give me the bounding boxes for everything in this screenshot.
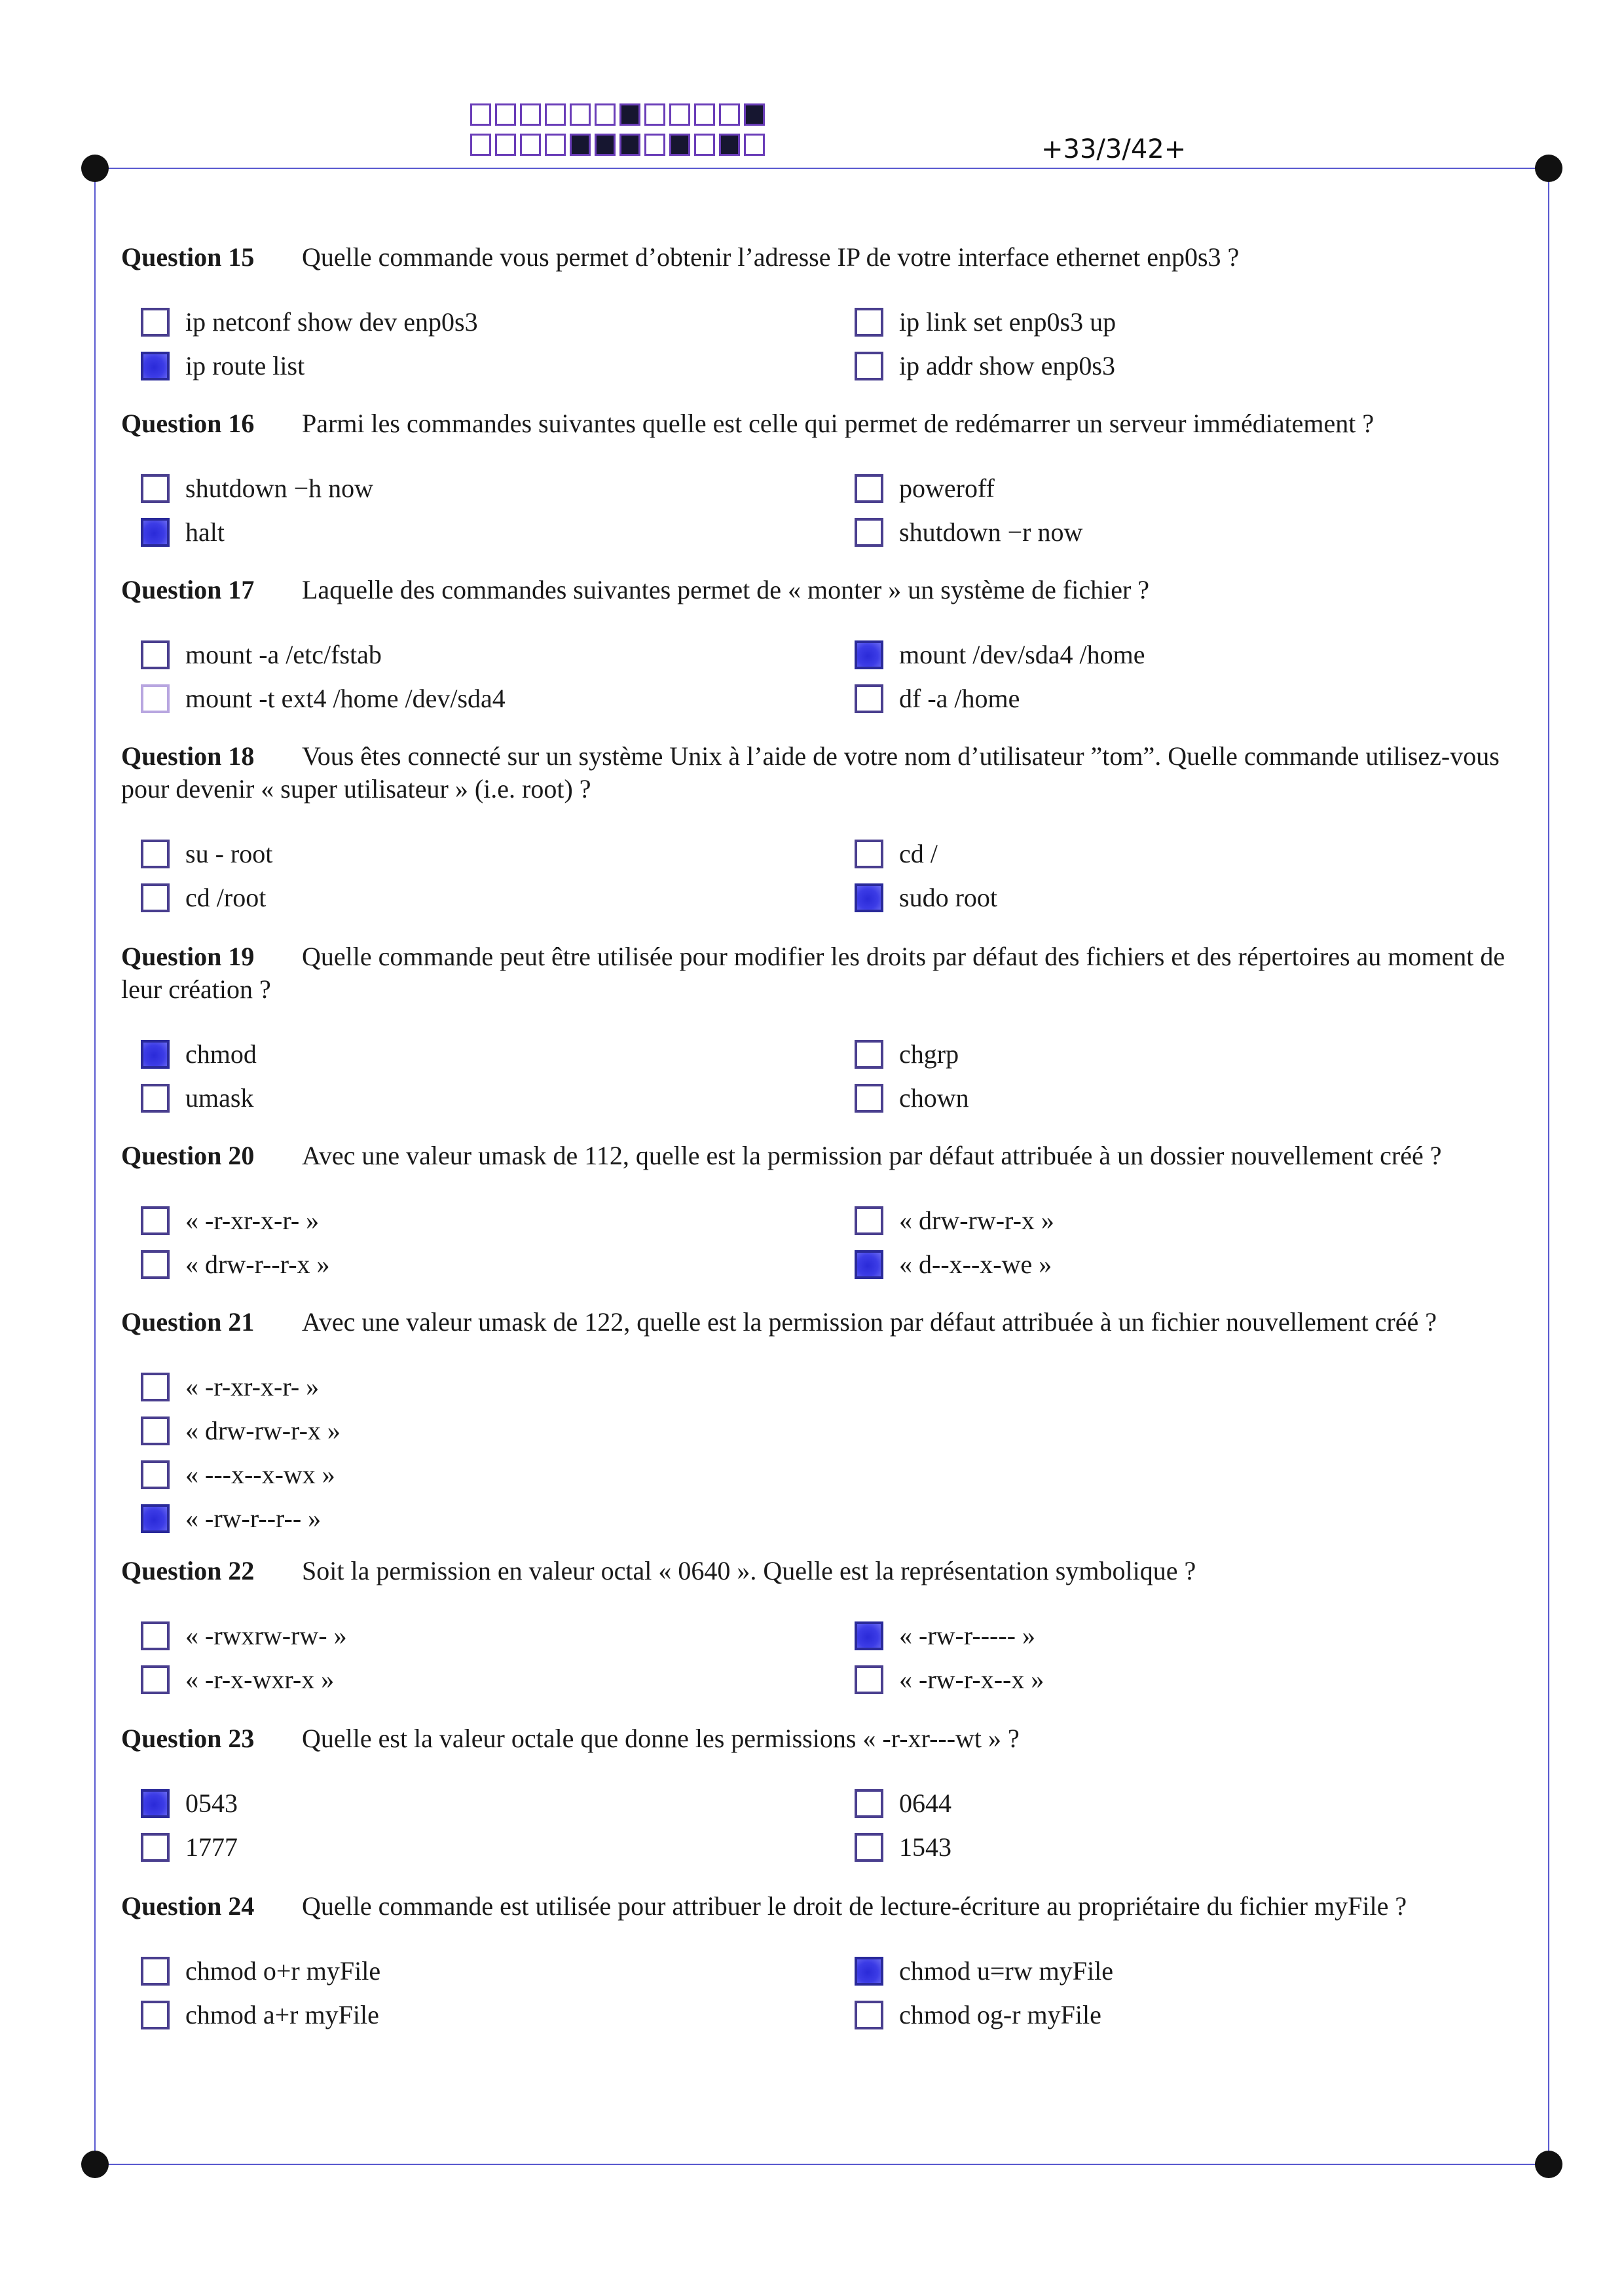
answer-label: « -rwxrw-rw- »: [185, 1621, 347, 1650]
answer-option[interactable]: [855, 1999, 1101, 2030]
answer-option[interactable]: [855, 1620, 1035, 1651]
answer-label: « drw-rw-r-x »: [899, 1206, 1054, 1235]
question-text: Laquelle des commandes suivantes permet de « monter » un système de fichier ?: [302, 575, 1150, 604]
answer-option[interactable]: [141, 1999, 379, 2030]
answer-label: « -rw-r-x--x »: [899, 1665, 1044, 1694]
checkbox[interactable]: [141, 840, 170, 868]
answer-label: chown: [899, 1083, 969, 1113]
checkbox[interactable]: [141, 1833, 170, 1862]
answer-label: ip addr show enp0s3: [899, 351, 1115, 380]
barcode-square: [570, 103, 591, 126]
answer-option[interactable]: [141, 1459, 335, 1490]
corner-marker-top-left: [81, 155, 109, 182]
barcode-square: [595, 134, 616, 156]
answer-option[interactable]: [141, 639, 382, 670]
checkbox[interactable]: [855, 352, 883, 380]
answer-option[interactable]: [855, 350, 1115, 381]
checkbox[interactable]: [141, 1250, 170, 1279]
answer-option[interactable]: [141, 1832, 238, 1862]
question-22: [121, 1555, 1522, 1587]
answer-label: 0644: [899, 1788, 951, 1818]
answer-label: poweroff: [899, 473, 995, 503]
answer-option[interactable]: [855, 882, 997, 913]
answer-label: cd /: [899, 839, 938, 868]
answer-label: « d--x--x-we »: [899, 1250, 1052, 1279]
answer-option[interactable]: [141, 1039, 257, 1069]
question-number: Question 16: [121, 409, 255, 438]
question-16: [121, 407, 1522, 440]
checkbox[interactable]: [141, 1665, 170, 1694]
answer-option[interactable]: [141, 1249, 330, 1280]
checkbox[interactable]: [855, 474, 883, 503]
answer-option[interactable]: [855, 1832, 951, 1862]
barcode-square: [595, 103, 616, 126]
question-number: Question 23: [121, 1724, 255, 1753]
answer-label: « drw-rw-r-x »: [185, 1416, 341, 1445]
checkbox[interactable]: [855, 1206, 883, 1235]
answer-label: ip netconf show dev enp0s3: [185, 307, 478, 337]
answer-option[interactable]: [855, 517, 1082, 547]
answer-option[interactable]: [855, 639, 1145, 670]
barcode-square: [644, 103, 665, 126]
question-number: Question 22: [121, 1556, 255, 1585]
answer-option[interactable]: [141, 882, 266, 913]
checked-checkbox[interactable]: [141, 1504, 170, 1533]
barcode-top: [470, 103, 765, 126]
question-17: [121, 574, 1522, 606]
checked-checkbox[interactable]: [141, 1040, 170, 1069]
answer-option[interactable]: [141, 1664, 334, 1695]
question-text: Avec une valeur umask de 122, quelle est la permission par défaut attribuée à un fichier nouvellement créé ?: [302, 1307, 1437, 1337]
answer-label: « -rw-r--r-- »: [185, 1504, 322, 1533]
answer-label: chmod og-r myFile: [899, 2000, 1101, 2029]
question-15: [121, 241, 1522, 274]
question-text: Vous êtes connecté sur un système Unix à l’aide de votre nom d’utilisateur ”tom”. Quelle commande utilisez-vous pour devenir « super utilisateur » (i.e. root) ?: [121, 741, 1500, 804]
answer-label: chmod o+r myFile: [185, 1956, 381, 1986]
answer-label: mount -t ext4 /home /dev/sda4: [185, 684, 506, 713]
answer-label: « -rw-r----- »: [899, 1621, 1035, 1650]
barcode-square: [520, 103, 541, 126]
answer-option[interactable]: [141, 1371, 319, 1402]
answer-option[interactable]: [855, 306, 1116, 337]
checkbox[interactable]: [141, 1957, 170, 1986]
checkbox[interactable]: [141, 883, 170, 912]
answer-option[interactable]: [141, 1415, 341, 1446]
answer-label: 1777: [185, 1832, 238, 1862]
answer-option[interactable]: [855, 1788, 951, 1819]
answer-option[interactable]: [855, 473, 995, 504]
answer-option[interactable]: [141, 1205, 319, 1236]
answer-option[interactable]: [855, 1955, 1113, 1986]
answer-option[interactable]: [141, 838, 272, 869]
answer-option[interactable]: [855, 1039, 959, 1069]
answer-option[interactable]: [855, 683, 1020, 714]
question-number: Question 20: [121, 1141, 255, 1170]
answer-label: 1543: [899, 1832, 951, 1862]
checkbox[interactable]: [855, 684, 883, 713]
barcode-square: [520, 134, 541, 156]
barcode-square: [570, 134, 591, 156]
barcode-square: [744, 134, 765, 156]
answer-option[interactable]: [141, 306, 478, 337]
question-text: Soit la permission en valeur octal « 0640 ». Quelle est la représentation symbolique ?: [302, 1556, 1196, 1585]
answer-option[interactable]: [141, 1503, 321, 1534]
checkbox[interactable]: [141, 1084, 170, 1113]
barcode-square: [744, 103, 765, 126]
answer-option[interactable]: [141, 683, 506, 714]
checkbox[interactable]: [855, 518, 883, 547]
checkbox[interactable]: [141, 1621, 170, 1650]
checkbox[interactable]: [141, 1373, 170, 1401]
question-23: [121, 1722, 1522, 1755]
question-number: Question 21: [121, 1307, 255, 1337]
question-text: Quelle commande est utilisée pour attribuer le droit de lecture-écriture au propriétaire du fichier myFile ?: [302, 1891, 1407, 1921]
checkbox[interactable]: [141, 1206, 170, 1235]
checked-checkbox[interactable]: [855, 1250, 883, 1279]
answer-label: mount -a /etc/fstab: [185, 640, 382, 669]
barcode-square: [694, 103, 715, 126]
checked-checkbox[interactable]: [855, 640, 883, 669]
answer-option[interactable]: [141, 1620, 347, 1651]
answer-label: chmod u=rw myFile: [899, 1956, 1113, 1986]
barcode-square: [619, 103, 640, 126]
answer-label: sudo root: [899, 883, 997, 912]
checked-checkbox[interactable]: [855, 1621, 883, 1650]
question-text: Avec une valeur umask de 112, quelle est la permission par défaut attribuée à un dossier nouvellement créé ?: [302, 1141, 1442, 1170]
question-text: Quelle est la valeur octale que donne les permissions « -r-xr---wt » ?: [302, 1724, 1020, 1753]
answer-option[interactable]: [141, 1788, 238, 1819]
question-21: [121, 1306, 1522, 1339]
answer-label: mount /dev/sda4 /home: [899, 640, 1145, 669]
barcode-square: [545, 103, 566, 126]
checkbox[interactable]: [141, 2001, 170, 2029]
question-24: [121, 1890, 1522, 1923]
answer-option[interactable]: [141, 1083, 253, 1113]
barcode-square: [470, 103, 491, 126]
barcode-square: [470, 134, 491, 156]
answer-option[interactable]: [855, 838, 938, 869]
barcode-square: [719, 103, 740, 126]
checked-checkbox[interactable]: [141, 1789, 170, 1818]
question-text: Quelle commande vous permet d’obtenir l’adresse IP de votre interface ethernet enp0s3 ?: [302, 242, 1240, 272]
answer-label: cd /root: [185, 883, 267, 912]
answer-option[interactable]: [855, 1664, 1044, 1695]
checkbox[interactable]: [855, 1789, 883, 1818]
corner-marker-bottom-left: [81, 2151, 109, 2178]
answer-label: df -a /home: [899, 684, 1020, 713]
checkbox[interactable]: [855, 308, 883, 337]
answer-label: 0543: [185, 1788, 238, 1818]
barcode-square: [495, 103, 516, 126]
barcode-square: [669, 103, 690, 126]
answer-option[interactable]: [855, 1249, 1052, 1280]
corner-marker-top-right: [1535, 155, 1562, 182]
question-number: Question 24: [121, 1891, 255, 1921]
checkbox[interactable]: [141, 1460, 170, 1489]
checkbox[interactable]: [141, 1416, 170, 1445]
checkbox[interactable]: [855, 1084, 883, 1113]
answer-label: chmod: [185, 1039, 257, 1069]
answer-option[interactable]: [141, 517, 225, 547]
question-20: [121, 1139, 1522, 1172]
checkbox[interactable]: [855, 2001, 883, 2029]
checkbox[interactable]: [141, 684, 170, 713]
answer-label: ip link set enp0s3 up: [899, 307, 1116, 337]
question-text: Quelle commande peut être utilisée pour modifier les droits par défaut des fichiers et des répertoires au moment de leur création ?: [121, 942, 1505, 1004]
barcode-square: [545, 134, 566, 156]
answer-option[interactable]: [141, 1955, 380, 1986]
question-number: Question 15: [121, 242, 255, 272]
answer-label: chgrp: [899, 1039, 959, 1069]
checked-checkbox[interactable]: [141, 518, 170, 547]
question-number: Question 17: [121, 575, 255, 604]
barcode-square: [495, 134, 516, 156]
answer-label: chmod a+r myFile: [185, 2000, 379, 2029]
checked-checkbox[interactable]: [855, 883, 883, 912]
checkbox[interactable]: [855, 1665, 883, 1694]
checkbox[interactable]: [855, 1040, 883, 1069]
question-18: [121, 740, 1522, 805]
checkbox[interactable]: [141, 640, 170, 669]
answer-label: « -r-x-wxr-x »: [185, 1665, 335, 1694]
checkbox[interactable]: [141, 474, 170, 503]
question-19: [121, 940, 1522, 1006]
answer-label: umask: [185, 1083, 254, 1113]
checkbox[interactable]: [141, 308, 170, 337]
checkbox[interactable]: [855, 840, 883, 868]
answer-label: « -r-xr-x-r- »: [185, 1206, 320, 1235]
answer-label: su - root: [185, 839, 273, 868]
checked-checkbox[interactable]: [141, 352, 170, 380]
barcode-square: [644, 134, 665, 156]
checkbox[interactable]: [855, 1833, 883, 1862]
checked-checkbox[interactable]: [855, 1957, 883, 1986]
answer-label: « -r-xr-x-r- »: [185, 1372, 320, 1401]
answer-label: shutdown −h now: [185, 473, 374, 503]
answer-option[interactable]: [855, 1205, 1054, 1236]
answer-label: « drw-r--r-x »: [185, 1250, 330, 1279]
sheet-id-code: +33/3/42+: [1041, 134, 1187, 164]
corner-marker-bottom-right: [1535, 2151, 1562, 2178]
barcode-square: [669, 134, 690, 156]
question-number: Question 19: [121, 942, 255, 971]
barcode-square: [719, 134, 740, 156]
answer-option[interactable]: [855, 1083, 969, 1113]
answer-option[interactable]: [141, 473, 373, 504]
question-number: Question 18: [121, 741, 255, 771]
answer-label: « ---x--x-wx »: [185, 1460, 335, 1489]
answer-label: ip route list: [185, 351, 305, 380]
question-text: Parmi les commandes suivantes quelle est celle qui permet de redémarrer un serveur immédiatement ?: [302, 409, 1375, 438]
barcode-bottom: [470, 134, 765, 156]
answer-option[interactable]: [141, 350, 304, 381]
answer-label: shutdown −r now: [899, 517, 1083, 547]
answer-label: halt: [185, 517, 225, 547]
barcode-square: [694, 134, 715, 156]
barcode-square: [619, 134, 640, 156]
